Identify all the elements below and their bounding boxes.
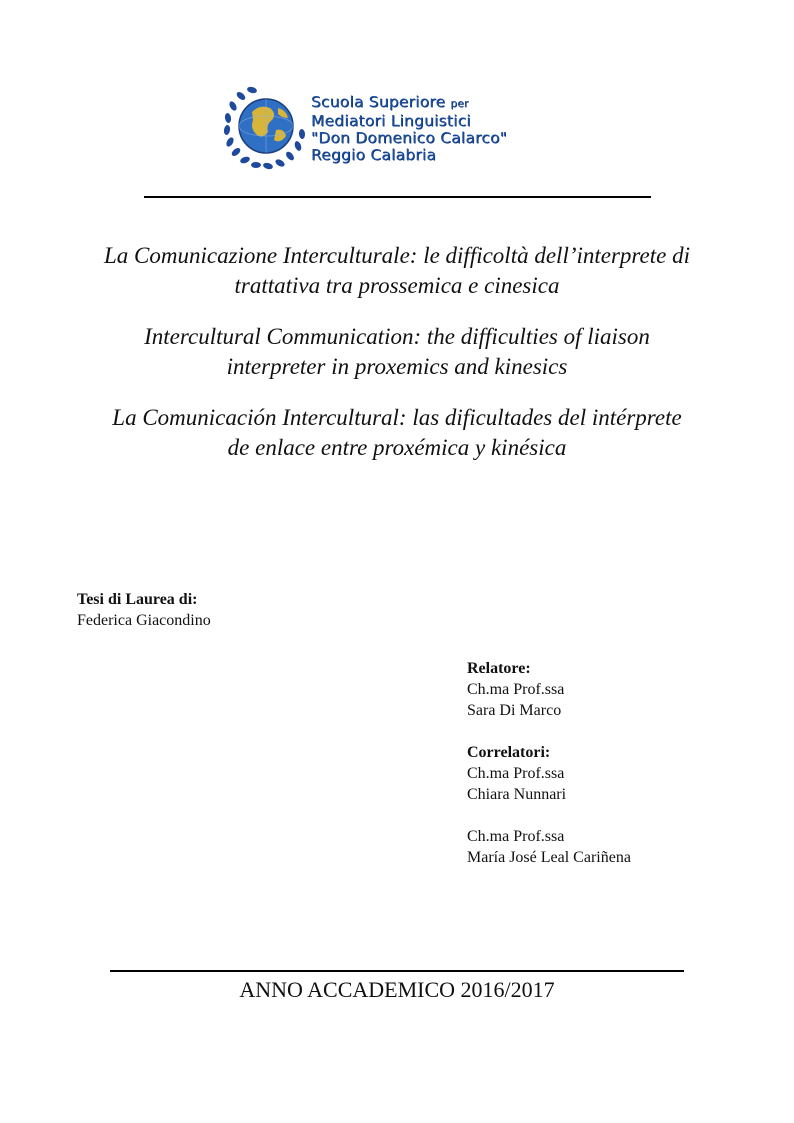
thesis-author-block — [77, 589, 211, 631]
logo-line-3: "Don Domenico Calarco" — [311, 129, 508, 147]
logo-line-4: Reggio Calabria — [311, 146, 437, 164]
title-english: Intercultural Communication: the difficulties of liaison interpreter in proxemics and kinesics — [144, 324, 650, 379]
correlatore-1-title: Ch.ma Prof.ssa — [467, 765, 565, 782]
correlatore-2-name: María José Leal Cariñena — [467, 849, 631, 866]
correlatore-2-title: Ch.ma Prof.ssa — [467, 828, 565, 845]
title-spanish: La Comunicación Intercultural: las dificultades del intérprete de enlace entre proxémica y kinésica — [112, 405, 682, 460]
relatore-label: Relatore: — [467, 660, 531, 677]
top-divider — [144, 196, 651, 198]
correlatori-block — [467, 742, 566, 805]
logo-text — [311, 94, 507, 164]
school-logo — [222, 84, 582, 172]
thesis-label: Tesi di Laurea di: — [77, 591, 198, 608]
correlatore-2-block — [467, 826, 631, 868]
correlatore-1-name: Chiara Nunnari — [467, 786, 567, 803]
relatore-title: Ch.ma Prof.ssa — [467, 681, 565, 698]
globe-laurel-icon — [222, 84, 312, 172]
relatore-name: Sara Di Marco — [467, 702, 562, 719]
relatore-block — [467, 658, 564, 721]
correlatori-label: Correlatori: — [467, 744, 551, 761]
logo-line-1: Scuola Superiore per — [311, 93, 469, 111]
logo-line-2: Mediatori Linguistici — [311, 112, 471, 130]
title-italian: La Comunicazione Interculturale: le difficoltà dell’interprete di trattativa tra prossemica e cinesica — [104, 243, 690, 298]
author-name: Federica Giacondino — [77, 612, 211, 629]
bottom-divider — [110, 970, 684, 972]
academic-year: ANNO ACCADEMICO 2016/2017 — [239, 977, 555, 1002]
